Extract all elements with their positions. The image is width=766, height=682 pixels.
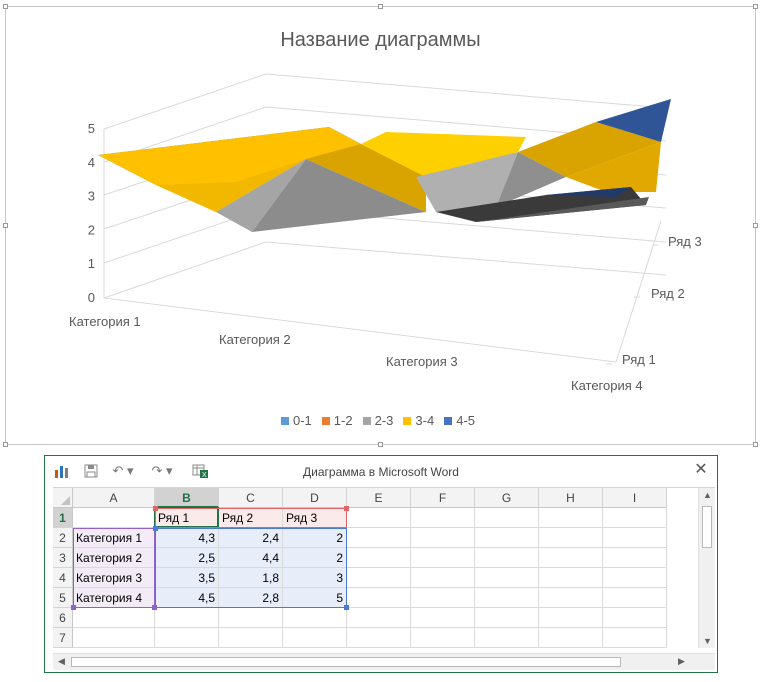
svg-text:X: X xyxy=(202,472,207,478)
column-header-c[interactable]: C xyxy=(219,488,283,508)
cell-i1[interactable] xyxy=(603,508,667,528)
cell-f1[interactable] xyxy=(411,508,475,528)
chart-area[interactable] xyxy=(5,6,756,445)
resize-handle-tc[interactable] xyxy=(378,4,383,9)
legend-label: 0-1 xyxy=(293,413,312,428)
cell-g3[interactable] xyxy=(475,548,539,568)
z-tick-label: 5 xyxy=(87,121,95,136)
legend-swatch xyxy=(403,417,411,425)
row-header-1[interactable]: 1 xyxy=(53,508,73,528)
cell-c1[interactable]: Ряд 2 xyxy=(219,508,283,528)
row-header-4[interactable]: 4 xyxy=(53,568,73,588)
cell-f4[interactable] xyxy=(411,568,475,588)
z-tick-label: 2 xyxy=(87,222,95,238)
cell-a6[interactable] xyxy=(73,608,155,628)
cell-h1[interactable] xyxy=(539,508,603,528)
cell-h4[interactable] xyxy=(539,568,603,588)
row-header-6[interactable]: 6 xyxy=(53,608,73,628)
legend-swatch xyxy=(322,417,330,425)
legend-item[interactable] xyxy=(363,413,394,428)
range-size-handle[interactable] xyxy=(71,605,76,610)
cell-a1[interactable] xyxy=(73,508,155,528)
cell-e3[interactable] xyxy=(347,548,411,568)
cell-c4[interactable]: 1,8 xyxy=(219,568,283,588)
cell-h2[interactable] xyxy=(539,528,603,548)
cell-b4[interactable]: 3,5 xyxy=(155,568,219,588)
cell-c5[interactable]: 2,8 xyxy=(219,588,283,608)
resize-handle-tr[interactable] xyxy=(753,4,758,9)
cell-g1[interactable] xyxy=(475,508,539,528)
legend-swatch xyxy=(444,417,452,425)
surface-mesh xyxy=(98,99,671,232)
column-header-e[interactable]: E xyxy=(347,488,411,508)
cell-f5[interactable] xyxy=(411,588,475,608)
vertical-scroll-thumb[interactable] xyxy=(702,506,712,548)
cell-h6[interactable] xyxy=(539,608,603,628)
vertical-scrollbar[interactable] xyxy=(698,488,715,648)
category-label: Категория 2 xyxy=(219,332,291,347)
cell-d5[interactable]: 5 xyxy=(283,588,347,608)
resize-handle-br[interactable] xyxy=(753,442,758,447)
scroll-left-arrow[interactable]: ◀ xyxy=(58,656,65,666)
resize-handle-bc[interactable] xyxy=(378,442,383,447)
window-title: Диаграмма в Microsoft Word xyxy=(303,465,459,479)
row-header-3[interactable]: 3 xyxy=(53,548,73,568)
redo-icon[interactable]: ↷ ▾ xyxy=(151,463,173,478)
category-label: Категория 4 xyxy=(571,378,643,393)
close-button[interactable]: ✕ xyxy=(694,461,708,478)
legend-label: 2-3 xyxy=(374,413,394,428)
legend-item[interactable] xyxy=(403,413,434,428)
floor-back-edge xyxy=(266,242,666,275)
cell-i4[interactable] xyxy=(603,568,667,588)
cell-b6[interactable] xyxy=(155,608,219,628)
resize-handle-mr[interactable] xyxy=(753,223,758,228)
floor-left-edge xyxy=(104,242,266,298)
surface-chart[interactable] xyxy=(6,7,755,444)
cell-g6[interactable] xyxy=(475,608,539,628)
cell-a4[interactable]: Категория 3 xyxy=(73,568,155,588)
column-header-h[interactable]: H xyxy=(539,488,603,508)
cell-i6[interactable] xyxy=(603,608,667,628)
spreadsheet-grid[interactable] xyxy=(53,487,715,670)
range-size-handle[interactable] xyxy=(344,506,349,511)
cell-d3[interactable]: 2 xyxy=(283,548,347,568)
row-header-7[interactable]: 7 xyxy=(53,628,73,648)
legend-swatch xyxy=(363,417,371,425)
cell-b1[interactable]: Ряд 1 xyxy=(155,508,219,528)
undo-icon[interactable]: ↶ ▾ xyxy=(112,463,134,478)
cell-i2[interactable] xyxy=(603,528,667,548)
column-header-i[interactable]: I xyxy=(603,488,667,508)
horizontal-scroll-thumb[interactable] xyxy=(71,657,621,667)
cell-b2[interactable]: 4,3 xyxy=(155,528,219,548)
cell-a3[interactable]: Категория 2 xyxy=(73,548,155,568)
legend-item[interactable] xyxy=(322,413,353,428)
scroll-up-arrow[interactable]: ▲ xyxy=(703,490,712,500)
cell-g4[interactable] xyxy=(475,568,539,588)
resize-handle-tl[interactable] xyxy=(3,4,8,9)
cell-e4[interactable] xyxy=(347,568,411,588)
row-header-2[interactable]: 2 xyxy=(53,528,73,548)
cell-c3[interactable]: 4,4 xyxy=(219,548,283,568)
column-header-a[interactable]: A xyxy=(73,488,155,508)
window-titlebar[interactable] xyxy=(45,456,717,486)
cell-c6[interactable] xyxy=(219,608,283,628)
cell-b3[interactable]: 2,5 xyxy=(155,548,219,568)
cell-e6[interactable] xyxy=(347,608,411,628)
cell-e1[interactable] xyxy=(347,508,411,528)
z-tick-label: 0 xyxy=(87,290,95,305)
category-label: Категория 3 xyxy=(386,354,458,369)
legend-label: 3-4 xyxy=(415,413,435,428)
column-header-g[interactable]: G xyxy=(475,488,539,508)
floor-front-edge xyxy=(104,298,616,362)
cell-a2[interactable]: Категория 1 xyxy=(73,528,155,548)
cell-d6[interactable] xyxy=(283,608,347,628)
z-tick-label: 3 xyxy=(87,188,95,204)
cell-d4[interactable]: 3 xyxy=(283,568,347,588)
column-header-b[interactable]: B xyxy=(155,488,219,508)
scroll-right-arrow[interactable]: ▶ xyxy=(678,656,685,666)
legend-item[interactable] xyxy=(281,413,312,428)
cell-g2[interactable] xyxy=(475,528,539,548)
back-wall-top xyxy=(266,74,666,108)
category-label: Категория 1 xyxy=(69,314,141,329)
z-tick-label: 1 xyxy=(87,256,95,272)
cell-f3[interactable] xyxy=(411,548,475,568)
z-tick-label: 4 xyxy=(87,154,95,170)
cell-i7[interactable] xyxy=(603,628,667,648)
chart-legend[interactable] xyxy=(281,413,475,428)
cell-g5[interactable] xyxy=(475,588,539,608)
cell-h5[interactable] xyxy=(539,588,603,608)
back-wall-top-left xyxy=(104,74,266,129)
cell-i3[interactable] xyxy=(603,548,667,568)
cell-d7[interactable] xyxy=(283,628,347,648)
series-label: Ряд 1 xyxy=(622,352,656,367)
cell-b5[interactable]: 4,5 xyxy=(155,588,219,608)
cell-a5[interactable]: Категория 4 xyxy=(73,588,155,608)
series-label: Ряд 3 xyxy=(668,234,702,249)
legend-swatch xyxy=(281,417,289,425)
cell-h7[interactable] xyxy=(539,628,603,648)
chart-title[interactable]: Название диаграммы xyxy=(280,29,481,51)
cell-b7[interactable] xyxy=(155,628,219,648)
cell-a7[interactable] xyxy=(73,628,155,648)
column-header-d[interactable]: D xyxy=(283,488,347,508)
range-size-handle[interactable] xyxy=(152,605,157,610)
cell-f6[interactable] xyxy=(411,608,475,628)
cell-e2[interactable] xyxy=(347,528,411,548)
cell-i5[interactable] xyxy=(603,588,667,608)
cell-e7[interactable] xyxy=(347,628,411,648)
resize-handle-bl[interactable] xyxy=(3,442,8,447)
cell-e5[interactable] xyxy=(347,588,411,608)
horizontal-scrollbar[interactable] xyxy=(53,653,715,670)
cell-f2[interactable] xyxy=(411,528,475,548)
cell-c7[interactable] xyxy=(219,628,283,648)
range-size-handle[interactable] xyxy=(344,605,349,610)
chart-data-window[interactable] xyxy=(44,455,718,673)
cell-g7[interactable] xyxy=(475,628,539,648)
cell-d1[interactable]: Ряд 3 xyxy=(283,508,347,528)
chart-grid xyxy=(104,74,666,362)
series-label: Ряд 2 xyxy=(651,286,685,301)
scroll-down-arrow[interactable]: ▼ xyxy=(703,636,712,646)
range-size-handle[interactable] xyxy=(153,506,158,511)
cell-f7[interactable] xyxy=(411,628,475,648)
column-header-f[interactable]: F xyxy=(411,488,475,508)
cell-h3[interactable] xyxy=(539,548,603,568)
cell-c2[interactable]: 2,4 xyxy=(219,528,283,548)
range-size-handle[interactable] xyxy=(153,526,158,531)
select-all-button[interactable] xyxy=(53,488,73,508)
legend-label: 4-5 xyxy=(456,413,475,428)
legend-label: 1-2 xyxy=(333,413,353,428)
resize-handle-ml[interactable] xyxy=(3,223,8,228)
legend-item[interactable] xyxy=(444,413,475,428)
cell-d2[interactable]: 2 xyxy=(283,528,347,548)
row-header-5[interactable]: 5 xyxy=(53,588,73,608)
